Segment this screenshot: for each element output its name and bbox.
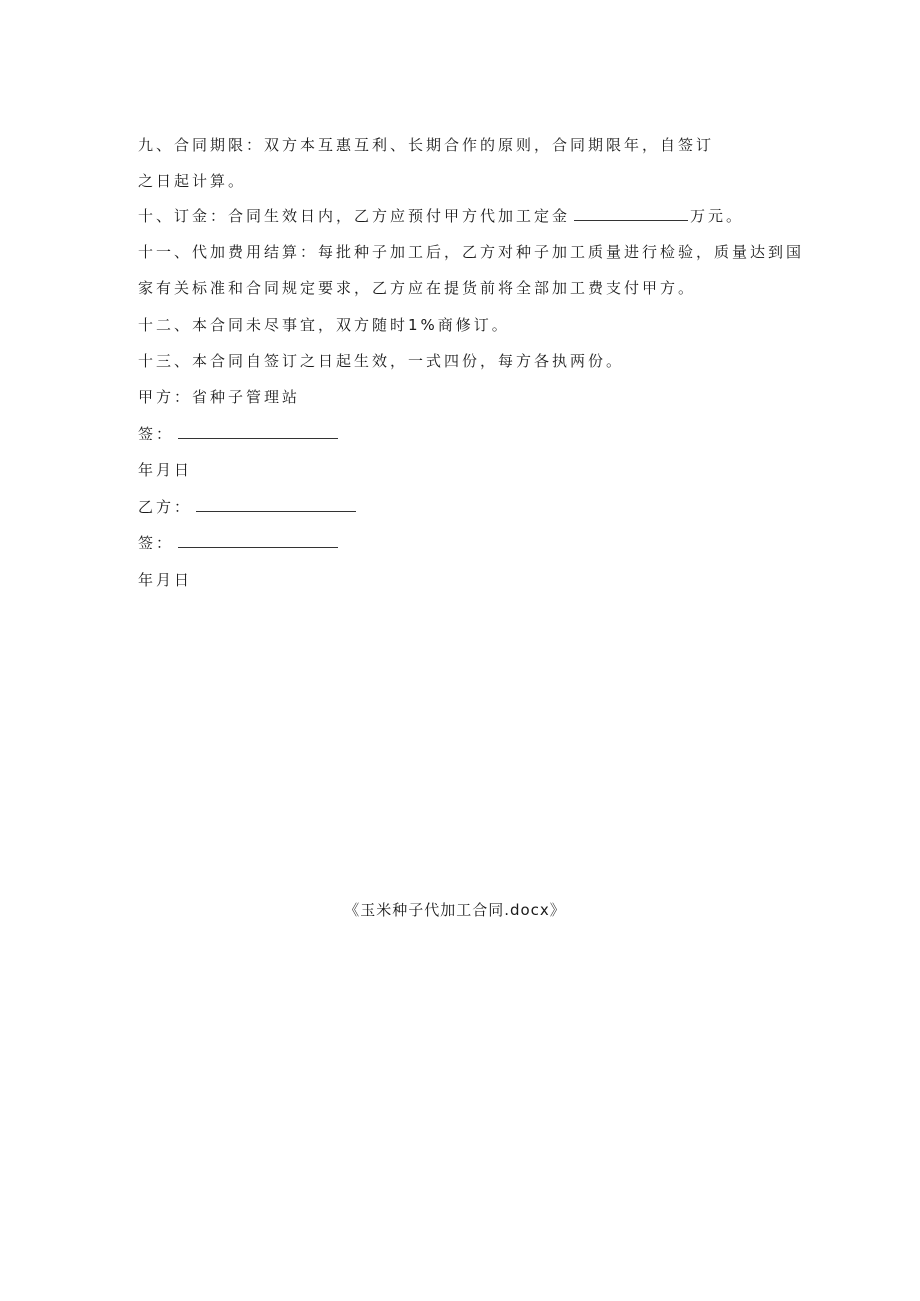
clause-9-line-2: 之日起计算。: [138, 172, 247, 190]
sign-label-2: 签：: [138, 534, 175, 552]
footer-filename: 《玉米种子代加工合同.docx》: [344, 901, 566, 919]
clause-10-prefix: 十、订金：合同生效日内，乙方应预付甲方代加工定金: [138, 207, 571, 225]
clause-10: [138, 206, 744, 226]
date-line-1: 年月日: [138, 461, 193, 479]
clause-11-line-1: 十一、代加费用结算：每批种子加工后，乙方对种子加工质量进行检验，质量达到国: [138, 243, 805, 261]
party-a-line: 甲方：省种子管理站: [138, 388, 301, 406]
party-b-blank: [196, 497, 356, 512]
clause-10-suffix: 万元。: [690, 207, 745, 225]
date-line-2: 年月日: [138, 571, 193, 589]
clause-13: 十三、本合同自签订之日起生效，一式四份，每方各执两份。: [138, 352, 625, 370]
party-b-line: [138, 497, 358, 517]
sign-label-1: 签：: [138, 425, 175, 443]
clause-12: 十二、本合同未尽事宜，双方随时1%商修订。: [138, 316, 510, 334]
signature-line-2: [138, 533, 340, 553]
footer: [0, 900, 920, 920]
party-b-label: 乙方：: [138, 498, 193, 516]
deposit-amount-blank: [574, 206, 688, 221]
signature-blank-1: [178, 424, 338, 439]
clause-11-line-2: 家有关标准和合同规定要求，乙方应在提货前将全部加工费支付甲方。: [138, 279, 697, 297]
clause-9-line-1: 九、合同期限：双方本互惠互利、长期合作的原则，合同期限年，自签订: [138, 136, 715, 154]
signature-line-1: [138, 424, 340, 444]
signature-blank-2: [178, 533, 338, 548]
